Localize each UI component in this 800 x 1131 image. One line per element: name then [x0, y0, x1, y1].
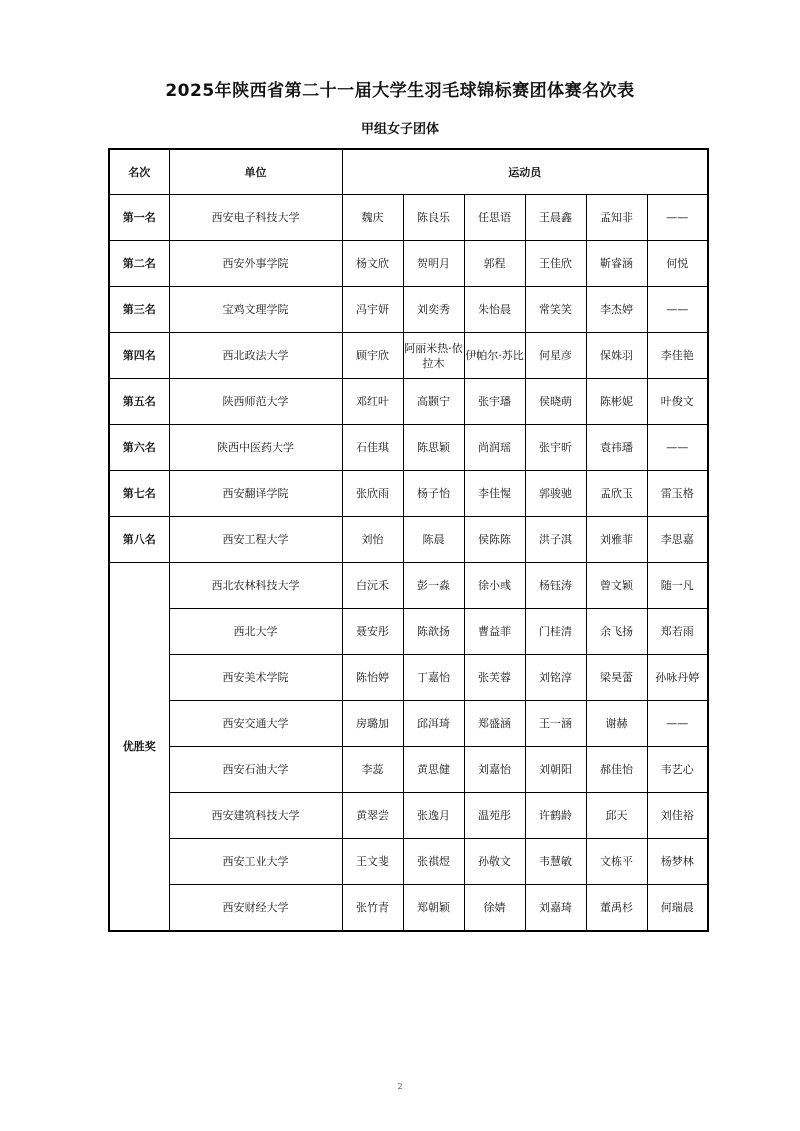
- athlete-cell: 黄思健: [403, 747, 464, 793]
- athlete-cell: 门桂清: [525, 609, 586, 655]
- table-row: [109, 425, 708, 471]
- rank-cell: 第二名: [109, 241, 169, 287]
- athlete-cell: 郝佳怡: [586, 747, 647, 793]
- athlete-cell: 徐小彧: [464, 563, 525, 609]
- athlete-cell: 王晨鑫: [525, 195, 586, 241]
- table-row: [109, 655, 708, 701]
- header-athletes: 运动员: [342, 149, 708, 195]
- athlete-cell: 叶俊文: [647, 379, 708, 425]
- athlete-cell: 郑若雨: [647, 609, 708, 655]
- athlete-cell: 邓红叶: [342, 379, 403, 425]
- athlete-cell: 张竹青: [342, 885, 403, 932]
- athlete-cell: 杨钰涛: [525, 563, 586, 609]
- athlete-cell: 韦艺心: [647, 747, 708, 793]
- athlete-cell: 石佳琪: [342, 425, 403, 471]
- athlete-cell: 房璐加: [342, 701, 403, 747]
- athlete-cell: ——: [647, 425, 708, 471]
- unit-cell: 西北政法大学: [169, 333, 342, 379]
- athlete-cell: 杨梦林: [647, 839, 708, 885]
- athlete-cell: 尚润瑶: [464, 425, 525, 471]
- rank-cell: 第一名: [109, 195, 169, 241]
- athlete-cell: 刘佳裕: [647, 793, 708, 839]
- rank-cell: 第四名: [109, 333, 169, 379]
- athlete-cell: 王一涵: [525, 701, 586, 747]
- athlete-cell: 何瑞晨: [647, 885, 708, 932]
- athlete-cell: 彭一淼: [403, 563, 464, 609]
- athlete-cell: 王佳欣: [525, 241, 586, 287]
- athlete-cell: 李思嘉: [647, 517, 708, 563]
- athlete-cell: 孟知非: [586, 195, 647, 241]
- unit-cell: 西安工程大学: [169, 517, 342, 563]
- unit-cell: 西北农林科技大学: [169, 563, 342, 609]
- athlete-cell: 孟欣玉: [586, 471, 647, 517]
- athlete-cell: 任思语: [464, 195, 525, 241]
- athlete-cell: 李佳惺: [464, 471, 525, 517]
- athlete-cell: 许鹤龄: [525, 793, 586, 839]
- athlete-cell: 张宇昕: [525, 425, 586, 471]
- athlete-cell: 郭骏驰: [525, 471, 586, 517]
- athlete-cell: 雷玉格: [647, 471, 708, 517]
- table-row: [109, 195, 708, 241]
- athlete-cell: 靳睿涵: [586, 241, 647, 287]
- athlete-cell: 冯宇妍: [342, 287, 403, 333]
- athlete-cell: 侯晓萌: [525, 379, 586, 425]
- athlete-cell: 随一凡: [647, 563, 708, 609]
- excellence-award-cell: 优胜奖: [109, 563, 169, 932]
- athlete-cell: 保姝羽: [586, 333, 647, 379]
- header-rank: 名次: [109, 149, 169, 195]
- athlete-cell: 贺明月: [403, 241, 464, 287]
- athlete-cell: 刘铭淳: [525, 655, 586, 701]
- athlete-cell: 温苑彤: [464, 793, 525, 839]
- athlete-cell: 梁昊蕾: [586, 655, 647, 701]
- athlete-cell: ——: [647, 701, 708, 747]
- athlete-cell: 袁祎璠: [586, 425, 647, 471]
- athlete-cell: 何星彦: [525, 333, 586, 379]
- athlete-cell: 刘朝阳: [525, 747, 586, 793]
- document-title: 2025年陕西省第二十一届大学生羽毛球锦标赛团体赛名次表: [165, 81, 635, 101]
- athlete-cell: 孙敬文: [464, 839, 525, 885]
- athlete-cell: 杨文欣: [342, 241, 403, 287]
- athlete-cell: 魏庆: [342, 195, 403, 241]
- athlete-cell: 张欣雨: [342, 471, 403, 517]
- rank-cell: 第五名: [109, 379, 169, 425]
- table-row: [109, 333, 708, 379]
- rank-cell: 第七名: [109, 471, 169, 517]
- athlete-cell: 张芙蓉: [464, 655, 525, 701]
- athlete-cell: ——: [647, 287, 708, 333]
- athlete-cell: 白沅禾: [342, 563, 403, 609]
- unit-cell: 西安财经大学: [169, 885, 342, 932]
- athlete-cell: 李佳艳: [647, 333, 708, 379]
- unit-cell: 西安翻译学院: [169, 471, 342, 517]
- unit-cell: 西安工业大学: [169, 839, 342, 885]
- athlete-cell: 黄翠尝: [342, 793, 403, 839]
- athlete-cell: 邱洱琦: [403, 701, 464, 747]
- athlete-cell: 刘嘉怡: [464, 747, 525, 793]
- athlete-cell: 刘雅菲: [586, 517, 647, 563]
- table-row: [109, 701, 708, 747]
- athlete-cell: 郑盛涵: [464, 701, 525, 747]
- unit-cell: 西安美术学院: [169, 655, 342, 701]
- athlete-cell: 孙咏丹婷: [647, 655, 708, 701]
- athlete-cell: 丁嘉怡: [403, 655, 464, 701]
- athlete-cell: ——: [647, 195, 708, 241]
- unit-cell: 宝鸡文理学院: [169, 287, 342, 333]
- athlete-cell: 陈思颖: [403, 425, 464, 471]
- athlete-cell: 董禹杉: [586, 885, 647, 932]
- table-row: [109, 563, 708, 609]
- unit-cell: 西安外事学院: [169, 241, 342, 287]
- unit-cell: 西安石油大学: [169, 747, 342, 793]
- athlete-cell: 郑朝颖: [403, 885, 464, 932]
- athlete-cell: 朱怡晨: [464, 287, 525, 333]
- table-row: [109, 885, 708, 932]
- athlete-cell: 张宇璠: [464, 379, 525, 425]
- athlete-cell: 刘嘉琦: [525, 885, 586, 932]
- athlete-cell: 徐婧: [464, 885, 525, 932]
- athlete-cell: 侯陈陈: [464, 517, 525, 563]
- athlete-cell: 顾宇欣: [342, 333, 403, 379]
- unit-cell: 西安电子科技大学: [169, 195, 342, 241]
- athlete-cell: 文栋平: [586, 839, 647, 885]
- athlete-cell: 谢赫: [586, 701, 647, 747]
- athlete-cell: 曾文颖: [586, 563, 647, 609]
- athlete-cell: 曹益菲: [464, 609, 525, 655]
- unit-cell: 陕西师范大学: [169, 379, 342, 425]
- table-header-row: [109, 149, 708, 195]
- table-row: [109, 241, 708, 287]
- athlete-cell: 洪子淇: [525, 517, 586, 563]
- athlete-cell: 聂安彤: [342, 609, 403, 655]
- athlete-cell: 邱天: [586, 793, 647, 839]
- athlete-cell: 陈彬妮: [586, 379, 647, 425]
- unit-cell: 西安建筑科技大学: [169, 793, 342, 839]
- athlete-cell: 陈晨: [403, 517, 464, 563]
- rank-cell: 第八名: [109, 517, 169, 563]
- table-row: [109, 747, 708, 793]
- unit-cell: 西北大学: [169, 609, 342, 655]
- athlete-cell: 杨子怡: [403, 471, 464, 517]
- table-row: [109, 839, 708, 885]
- athlete-cell: 郭程: [464, 241, 525, 287]
- unit-cell: 陕西中医药大学: [169, 425, 342, 471]
- ranking-table: [108, 148, 709, 932]
- table-row: [109, 609, 708, 655]
- table-body: [109, 195, 708, 932]
- athlete-cell: 阿丽米热·依拉木: [403, 333, 464, 379]
- unit-cell: 西安交通大学: [169, 701, 342, 747]
- athlete-cell: 李杰婷: [586, 287, 647, 333]
- athlete-cell: 李蕊: [342, 747, 403, 793]
- athlete-cell: 何悦: [647, 241, 708, 287]
- rank-cell: 第六名: [109, 425, 169, 471]
- athlete-cell: 刘怡: [342, 517, 403, 563]
- athlete-cell: 王文斐: [342, 839, 403, 885]
- athlete-cell: 伊帕尔·苏比: [464, 333, 525, 379]
- athlete-cell: 陈歆扬: [403, 609, 464, 655]
- athlete-cell: 刘奕秀: [403, 287, 464, 333]
- group-subtitle: 甲组女子团体: [360, 122, 439, 137]
- page-number: 2: [397, 1082, 403, 1091]
- table-row: [109, 379, 708, 425]
- athlete-cell: 张祺煜: [403, 839, 464, 885]
- athlete-cell: 余飞扬: [586, 609, 647, 655]
- table-row: [109, 793, 708, 839]
- athlete-cell: 张逸月: [403, 793, 464, 839]
- rank-cell: 第三名: [109, 287, 169, 333]
- athlete-cell: 高颢宁: [403, 379, 464, 425]
- athlete-cell: 陈怡婷: [342, 655, 403, 701]
- header-unit: 单位: [169, 149, 342, 195]
- table-row: [109, 517, 708, 563]
- athlete-cell: 陈良乐: [403, 195, 464, 241]
- table-row: [109, 471, 708, 517]
- athlete-cell: 常笑笑: [525, 287, 586, 333]
- athlete-cell: 韦慧敏: [525, 839, 586, 885]
- table-row: [109, 287, 708, 333]
